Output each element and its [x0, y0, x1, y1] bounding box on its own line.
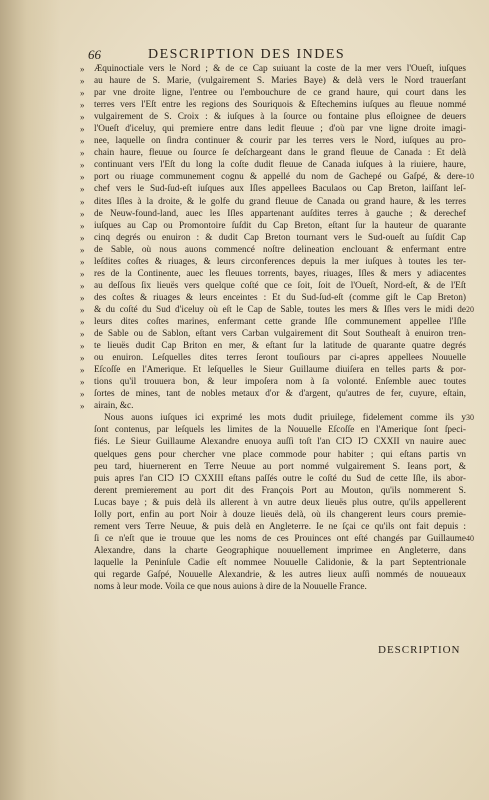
text-line: chain haure, fleuue ou ſource ſe deſchargeant dans le grand fleuue de Canada : Et delà: [94, 148, 466, 159]
text-line: leſdites coſtes & riuages, & leurs circonferences depuis la mer iuſques à toutes les ter-: [94, 256, 466, 267]
line-number: 30: [466, 413, 474, 423]
text-line: de Neuw-found-land, auec les Iſles appartenant auſdites terres à gauche ; & derechef: [94, 208, 466, 219]
quotation-mark: »: [80, 401, 85, 412]
quotation-mark: »: [80, 136, 85, 147]
quotation-mark: »: [80, 208, 85, 219]
line-number: [466, 244, 486, 256]
quotation-mark: »: [80, 292, 85, 303]
line-number: [466, 485, 486, 497]
line-numbers-column: [466, 63, 486, 593]
line-number: [466, 400, 486, 412]
quotation-mark: »: [80, 244, 85, 255]
line-number: [466, 87, 486, 99]
running-head: DESCRIPTION DES INDES: [148, 47, 346, 62]
page-number: 66: [88, 47, 101, 62]
quotation-mark: »: [80, 232, 85, 243]
quotation-mark: [80, 509, 92, 521]
page-gutter-shadow: [0, 0, 60, 800]
text-line: par vne droite ligne, l'entree ou l'embouchure de ce grand haure, qui court dans les: [94, 88, 466, 99]
line-number: [466, 63, 486, 75]
quotation-mark: [80, 449, 92, 461]
text-line: de Sable ou de Sablon, eſtant vers Carban vulgairement dit Sout Southeaſt à enuiron tren-: [94, 329, 466, 340]
text-line: l'Oueſt d'iceluy, qui premiere entre dans ledit fleuue ; d'où par vne ligne droite imagi-: [94, 124, 466, 135]
line-number: [466, 328, 486, 340]
quotation-mark: [80, 521, 92, 533]
line-number: [466, 461, 486, 473]
line-number: [466, 196, 486, 208]
text-line: peu tard, hiuernerent en Terre Neuue au port nommé vulgairement S. Ieans port, &: [94, 461, 466, 472]
quotation-mark: [80, 569, 92, 581]
quotation-mark: [80, 461, 92, 473]
text-line: quelques gens pour chercher vne place commode pour habiter ; qui eſtans partis vn: [94, 449, 466, 460]
text-line: ſi ce n'eſt que ie trouue que les noms de ces Prouinces ont eſté changés par Guillaume: [94, 533, 466, 544]
line-number: [466, 509, 486, 521]
quotation-mark: [80, 436, 92, 448]
text-line: derent premierement au port dit des François Port au Mouton, qu'ils nommerent S.: [94, 485, 466, 496]
line-number: [466, 388, 486, 400]
line-number: [466, 147, 486, 159]
text-line: au haure de S. Marie, (vulgairement S. Maries Baye) & delà vers le Nord trauerſant: [94, 76, 466, 87]
line-number: 20: [466, 304, 474, 314]
line-number: [466, 545, 486, 557]
text-line: & du coſté du Sud d'iceluy où eſt le Cap de Sable, toutes les mers & Iſles vers le midi de: [94, 304, 466, 315]
text-line: terres vers l'Eſt entre les regions des Souriquois & Eſtechemins iuſques au fleuue nommé: [94, 100, 466, 111]
line-number: [466, 268, 486, 280]
line-number: [466, 316, 486, 328]
quotation-mark: [80, 545, 92, 557]
quotation-mark: [80, 485, 92, 497]
text-line: Iolly port, enfin au port Noir à douze lieuës delà, où ils changerent leurs cours premie-: [94, 509, 466, 520]
quotation-mark: »: [80, 304, 85, 315]
text-line: fiés. Le Sieur Guillaume Alexandre enuoya auſſi toſt l'an CIↃ IↃ CXXII vn nauire auec: [94, 437, 466, 448]
text-line: Eſcoſſe en l'Amerique. Et leſquelles le Sieur Guillaume diuiſera en telles parts & por-: [94, 365, 466, 376]
line-number: [466, 352, 486, 364]
text-line: Lucas baye ; & puis delà ils allerent à vn autre deux lieuës plus outre, qu'ils appellerent: [94, 497, 466, 508]
quotation-mark: »: [80, 160, 85, 171]
quotation-mark: [80, 473, 92, 485]
line-number: [466, 220, 486, 232]
line-number: [466, 208, 486, 220]
line-number: [466, 581, 486, 593]
line-number: [466, 99, 486, 111]
line-number: [466, 449, 486, 461]
quotation-mark: »: [80, 112, 85, 123]
text-line: iuſques au Cap ou Promontoire ſuſdit du Cap Breton, eſtant ſur la hauteur de quarante: [94, 220, 466, 231]
line-number: [466, 376, 486, 388]
quotation-mark: »: [80, 329, 85, 340]
quotation-mark: »: [80, 341, 85, 352]
quotation-mark: »: [80, 88, 85, 99]
line-number: [466, 557, 486, 569]
line-number: [466, 364, 486, 376]
quotation-mark: »: [80, 256, 85, 267]
quotation-mark: »: [80, 124, 85, 135]
quotation-mark: »: [80, 64, 85, 74]
line-number: [466, 75, 486, 87]
line-number: 10: [466, 172, 474, 182]
text-line: ou enuiron. Leſquelles dites terres ſeront touſiours par ci-apres appellees Nouuelle: [94, 353, 466, 364]
quotation-mark: [80, 424, 92, 436]
text-line: airain, &c.: [94, 401, 134, 412]
quotation-mark: »: [80, 148, 85, 159]
quotation-marks-column: [80, 63, 92, 593]
text-line: noms à leur mode. Voila ce que nous auions à dire de la Nouuelle France.: [94, 582, 367, 593]
quotation-mark: »: [80, 365, 85, 376]
quotation-mark: »: [80, 172, 85, 183]
text-line: chef vers le Sud-ſud-eſt iuſques aux Iſles appellees Baculaos ou Cap Breton, laiſſant leſ-: [94, 184, 466, 195]
catchword: DESCRIPTION: [378, 644, 461, 656]
line-number: [466, 111, 486, 123]
quotation-mark: [80, 497, 92, 509]
line-number: [466, 340, 486, 352]
text-line: puis apres l'an CIↃ IↃ CXXIII eſtans paſſés outre le coſté du Sud de cette Iſle, ils abor-: [94, 473, 466, 484]
line-number: [466, 569, 486, 581]
quotation-mark: [80, 533, 92, 545]
quotation-mark: »: [80, 316, 85, 327]
text-line: port ou riuage communement cognu & appellé du nom de Gachepé ou Gaſpé, & dere-: [94, 172, 466, 183]
text-line: res de la Continente, auec les fleuues torrents, bayes, riuages, Iſles & mers y adiacentes: [94, 268, 466, 279]
text-line: au deſſous ſix lieuës vers quelque coſté que ce ſoit, ſoit de l'Oueſt, Nord-eſt, & de l'Eſt: [94, 280, 466, 291]
quotation-mark: »: [80, 184, 85, 195]
line-number: 40: [466, 533, 474, 543]
line-number: [466, 123, 486, 135]
quotation-mark: [80, 581, 92, 593]
text-line: te lieuës dudit Cap Briton en mer, & eſtant ſur la latitude de quarante quatre degrés: [94, 341, 466, 352]
text-line: Alexandre, dans la charte Geographique nouuellement imprimee en Angleterre, dans: [94, 545, 466, 556]
quotation-mark: »: [80, 220, 85, 231]
text-line: cinq degrés ou enuiron : & dudit Cap Breton tournant vers le Sud-oueſt au ſuſdit Cap: [94, 232, 466, 243]
text-line: Æquinoctiale vers le Nord ; & de ce Cap suiuant la coste de la mer vers l'Oueſt, iuſques: [94, 64, 466, 74]
text-line: continuant vers l'Eſt du long la coſte dudit fleuue de Canada iuſques à la riuiere, haure,: [94, 160, 466, 171]
quotation-mark: »: [80, 353, 85, 364]
line-number: [466, 232, 486, 244]
text-line: ſortes de mines, tant de nobles metaux d'or & d'argent, qu'autres de fer, cuyure, eſtain,: [94, 389, 466, 400]
text-line: nee, laquelle on ſindra continuer & courir par les terres vers le Nord, iuſques au pro-: [94, 136, 466, 147]
quotation-mark: »: [80, 76, 85, 87]
quotation-mark: »: [80, 280, 85, 291]
text-line: qui regarde Gaſpé, Nouuelle Alexandrie, & les autres lieux auſſi nommés de nouueaux: [94, 569, 466, 580]
page-header: [88, 47, 468, 63]
quotation-mark: »: [80, 268, 85, 279]
quotation-mark: »: [80, 100, 85, 111]
line-number: [466, 473, 486, 485]
text-line: Nous auons iuſques ici exprimé les mots dudit priuilege, fidelement comme ils y: [104, 413, 466, 424]
quotation-mark: »: [80, 389, 85, 400]
quotation-mark: [80, 412, 92, 424]
line-number: [466, 183, 486, 195]
text-line: leurs dites coſtes marines, enfermant cette grande Iſle communement appellee l'Iſle: [94, 316, 466, 327]
line-number: [466, 135, 486, 147]
text-line: laquelle la Peninſule Cadie eſt nommee Nouuelle Calidonie, & la part Septentrionale: [94, 557, 466, 568]
line-number: [466, 280, 486, 292]
text-line: des coſtes & riuages & leurs enceintes : Et du Sud-ſud-eſt (comme giſt le Cap Breton): [94, 292, 466, 303]
body-text: [94, 63, 466, 713]
text-line: dites Iſles à la droite, & le golfe du grand fleuue de Canada ou grand haure, & les terres: [94, 196, 466, 207]
line-number: [466, 436, 486, 448]
quotation-mark: »: [80, 196, 85, 207]
line-number: [466, 159, 486, 171]
text-line: de Sable, où nous auons commencé noſtre delineation enclouant & enfermant entre: [94, 244, 466, 255]
text-line: ſont contenus, par leſquels les limites de la Nouuelle Eſcoſſe en l'Amerique ſont ſpeci-: [94, 425, 466, 436]
line-number: [466, 256, 486, 268]
line-number: [466, 497, 486, 509]
text-line: vulgairement de S. Croix : & iuſques à la ſource ou fontaine plus eſloignee de deuers: [94, 112, 466, 123]
line-number: [466, 292, 486, 304]
text-line: tions qu'il trouuera bon, & leur impoſera nom à ſa volonté. Enſemble auec toutes: [94, 377, 466, 388]
text-line: rement vers Terre Neuue, & puis delà en Angleterre. Ie ne ſçai ce qu'ils ont fait depuis :: [94, 521, 466, 532]
line-number: [466, 424, 486, 436]
quotation-mark: [80, 557, 92, 569]
line-number: [466, 521, 486, 533]
quotation-mark: »: [80, 377, 85, 388]
